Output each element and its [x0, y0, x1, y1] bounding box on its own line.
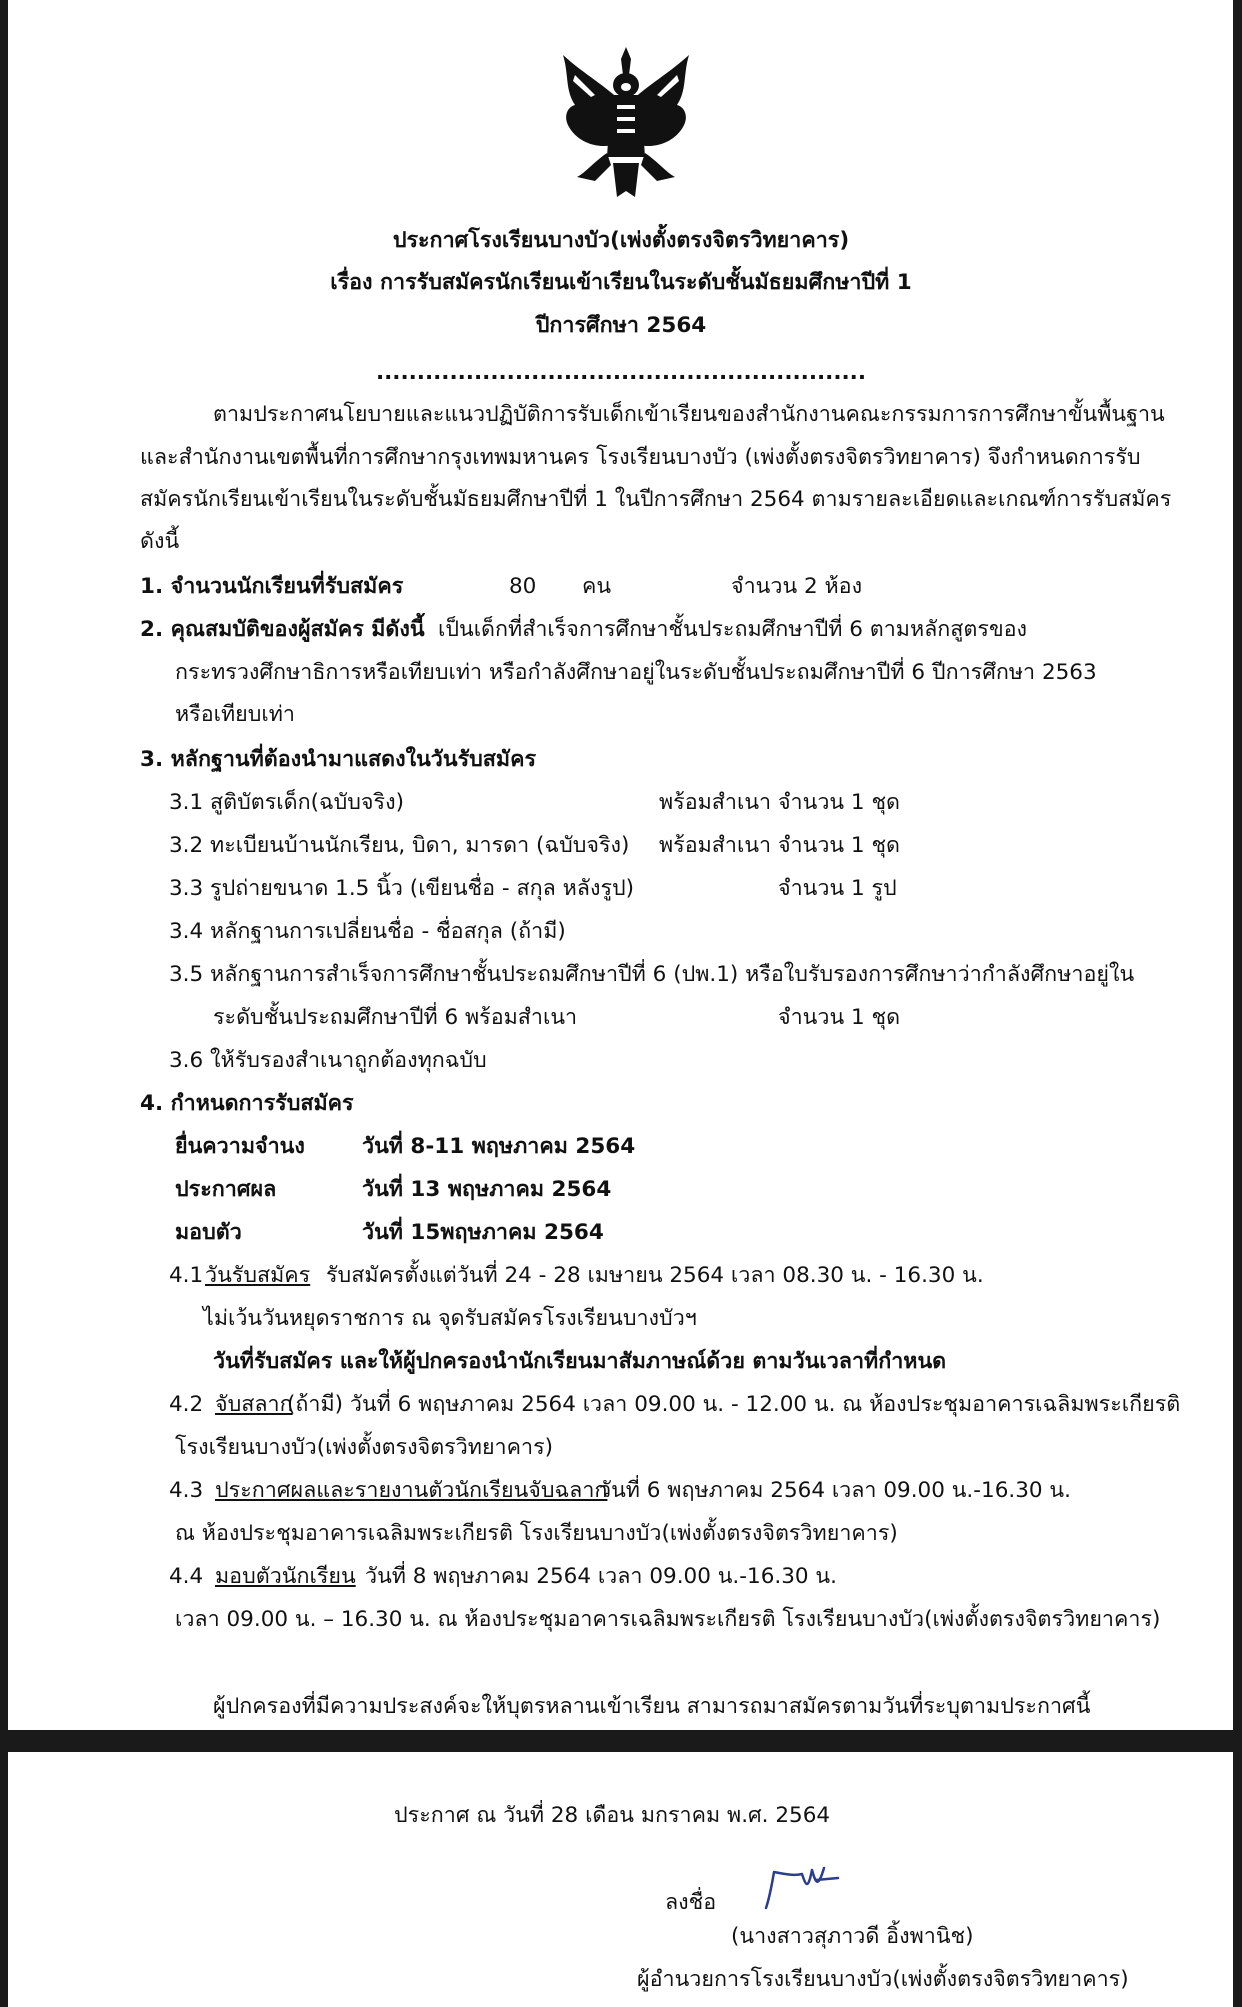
announce-date: ประกาศ ณ วันที่ 28 เดือน มกราคม พ.ศ. 2564: [394, 1803, 831, 1828]
item-4-1-text-2: ไม่เว้นวันหยุดราชการ ณ จุดรับสมัครโรงเรียนบางบัวฯ: [203, 1306, 697, 1331]
garuda-emblem: [555, 45, 697, 200]
title-line-3: ปีการศึกษา 2564: [535, 313, 707, 338]
section-1-label: 1. จำนวนนักเรียนที่รับสมัคร: [140, 574, 404, 599]
item-3-5-copy: จำนวน 1 ชุด: [778, 1005, 901, 1030]
title-line-1: ประกาศโรงเรียนบางบัว(เพ่งตั้งตรงจิตรวิทยาคาร): [392, 228, 850, 253]
item-3-5-line-2: ระดับชั้นประถมศึกษาปีที่ 6 พร้อมสำเนา: [213, 1005, 578, 1030]
item-4-2-head: จับสลาก: [215, 1392, 293, 1417]
section-2-text-3: หรือเทียบเท่า: [175, 702, 295, 727]
item-4-2-num: 4.2: [169, 1392, 204, 1417]
item-4-1-head: วันรับสมัคร: [205, 1263, 311, 1288]
intro-line-2: และสำนักงานเขตพื้นที่การศึกษากรุงเทพมหานคร โรงเรียนบางบัว (เพ่งตั้งตรงจิตรวิทยาคาร) จึงกำหนดการรับ: [140, 445, 1141, 470]
section-4-label: 4. กำหนดการรับสมัคร: [140, 1091, 354, 1116]
item-3-3: 3.3 รูปถ่ายขนาด 1.5 นิ้ว (เขียนชื่อ - สกุล หลังรูป): [169, 876, 635, 901]
schedule-report-date: วันที่ 15พฤษภาคม 2564: [362, 1220, 604, 1245]
item-4-4-head: มอบตัวนักเรียน: [215, 1564, 356, 1589]
section-1-unit: คน: [582, 574, 612, 599]
title-separator: ............................................................: [375, 360, 867, 385]
item-3-4: 3.4 หลักฐานการเปลี่ยนชื่อ - ชื่อสกุล (ถ้ามี): [169, 919, 566, 944]
item-4-3-head: ประกาศผลและรายงานตัวนักเรียนจับฉลาก: [215, 1478, 608, 1503]
item-3-6: 3.6 ให้รับรองสำเนาถูกต้องทุกฉบับ: [169, 1048, 487, 1073]
intro-line-1: ตามประกาศนโยบายและแนวปฏิบัติการรับเด็กเข้าเรียนของสำนักงานคณะกรรมการการศึกษาขั้นพื้นฐาน: [213, 402, 1165, 427]
schedule-result-date: วันที่ 13 พฤษภาคม 2564: [362, 1177, 612, 1202]
section-1-count: 80: [509, 574, 537, 599]
title-line-2: เรื่อง การรับสมัครนักเรียนเข้าเรียนในระดับชั้นมัธยมศึกษาปีที่ 1: [330, 270, 912, 295]
section-1-rooms: จำนวน 2 ห้อง: [731, 574, 863, 599]
closing-note: ผู้ปกครองที่มีความประสงค์จะให้บุตรหลานเข้าเรียน สามารถมาสมัครตามวันที่ระบุตามประกาศนี้: [213, 1694, 1091, 1719]
schedule-intent-date: วันที่ 8-11 พฤษภาคม 2564: [362, 1134, 636, 1159]
item-4-2-text: (ถ้ามี) วันที่ 6 พฤษภาคม 2564 เวลา 09.00 น. - 12.00 น. ณ ห้องประชุมอาคารเฉลิมพระเกียรติ: [287, 1392, 1181, 1417]
section-2-label: 2. คุณสมบัติของผู้สมัคร มีดังนี้: [140, 617, 425, 642]
schedule-report-label: มอบตัว: [175, 1220, 242, 1245]
signature: [760, 1866, 850, 1912]
item-3-3-copy: จำนวน 1 รูป: [778, 876, 897, 901]
schedule-intent-label: ยื่นความจำนง: [175, 1134, 305, 1159]
item-3-1: 3.1 สูติบัตรเด็ก(ฉบับจริง): [169, 790, 404, 815]
intro-line-4: ดังนี้: [140, 529, 180, 554]
item-4-1-num: 4.1: [169, 1263, 204, 1288]
item-4-1-bold-note: วันที่รับสมัคร และให้ผู้ปกครองนำนักเรียนมาสัมภาษณ์ด้วย ตามวันเวลาที่กำหนด: [213, 1349, 947, 1374]
signer-title: ผู้อำนวยการโรงเรียนบางบัว(เพ่งตั้งตรงจิตรวิทยาคาร): [637, 1967, 1129, 1992]
sign-label: ลงชื่อ: [665, 1890, 717, 1915]
section-2-text-1: เป็นเด็กที่สำเร็จการศึกษาชั้นประถมศึกษาปีที่ 6 ตามหลักสูตรของ: [438, 617, 1028, 642]
item-3-2-copy: พร้อมสำเนา จำนวน 1 ชุด: [659, 833, 900, 858]
item-4-4-num: 4.4: [169, 1564, 204, 1589]
schedule-result-label: ประกาศผล: [175, 1177, 277, 1202]
document-page-1: [8, 0, 1233, 1730]
item-4-1-text: รับสมัครตั้งแต่วันที่ 24 - 28 เมษายน 2564 เวลา 08.30 น. - 16.30 น.: [326, 1263, 984, 1288]
item-4-4-text: วันที่ 8 พฤษภาคม 2564 เวลา 09.00 น.-16.30 น.: [365, 1564, 837, 1589]
item-4-4-text-2: เวลา 09.00 น. – 16.30 น. ณ ห้องประชุมอาคารเฉลิมพระเกียรติ โรงเรียนบางบัว(เพ่งตั้งตรงจิตรวิทยาคาร): [175, 1607, 1161, 1632]
item-3-2: 3.2 ทะเบียนบ้านนักเรียน, บิดา, มารดา (ฉบับจริง): [169, 833, 630, 858]
item-3-5-line-1: 3.5 หลักฐานการสำเร็จการศึกษาชั้นประถมศึกษาปีที่ 6 (ปพ.1) หรือใบรับรองการศึกษาว่ากำลังศึกษาอยู่ใน: [169, 962, 1135, 987]
item-4-2-text-2: โรงเรียนบางบัว(เพ่งตั้งตรงจิตรวิทยาคาร): [175, 1435, 554, 1460]
section-2-text-2: กระทรวงศึกษาธิการหรือเทียบเท่า หรือกำลังศึกษาอยู่ในระดับชั้นประถมศึกษาปีที่ 6 ปีการศึกษา 2563: [175, 660, 1097, 685]
item-4-3-num: 4.3: [169, 1478, 204, 1503]
signer-name: (นางสาวสุภาวดี อิ้งพานิช): [731, 1924, 974, 1949]
item-4-3-text-2: ณ ห้องประชุมอาคารเฉลิมพระเกียรติ โรงเรียนบางบัว(เพ่งตั้งตรงจิตรวิทยาคาร): [175, 1521, 898, 1546]
section-3-label: 3. หลักฐานที่ต้องนำมาแสดงในวันรับสมัคร: [140, 747, 536, 772]
intro-line-3: สมัครนักเรียนเข้าเรียนในระดับชั้นมัธยมศึกษาปีที่ 1 ในปีการศึกษา 2564 ตามรายละเอียดและเกณฑ์การรับสมัคร: [140, 487, 1172, 512]
item-3-1-copy: พร้อมสำเนา จำนวน 1 ชุด: [659, 790, 900, 815]
item-4-3-text: วันที่ 6 พฤษภาคม 2564 เวลา 09.00 น.-16.30 น.: [599, 1478, 1071, 1503]
